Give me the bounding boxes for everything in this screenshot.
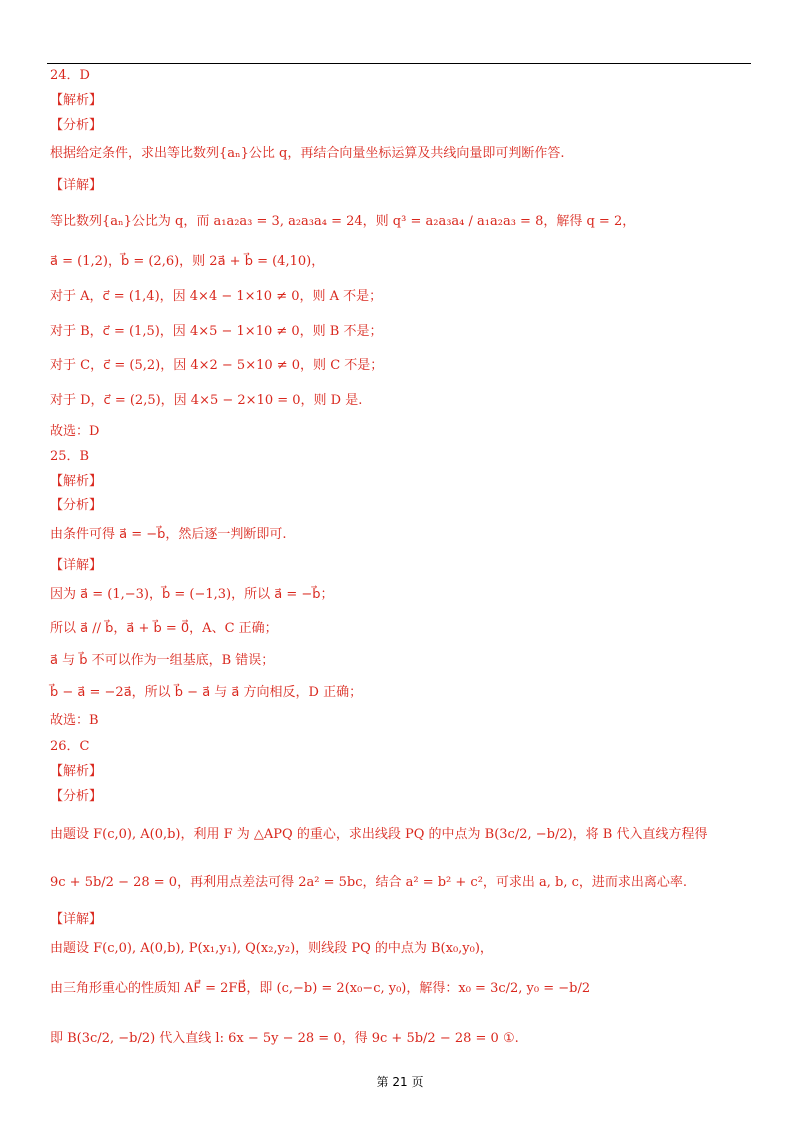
q25-detail-line: b⃗ − a⃗ = −2a⃗，所以 b⃗ − a⃗ 与 a⃗ 方向相反，D 正确；: [50, 685, 363, 700]
q25-fenxi-label: 【分析】: [50, 498, 103, 513]
q26-header: 26．C: [50, 739, 90, 754]
q26-xiangjie-label: 【详解】: [50, 912, 103, 927]
q26-jiexi-label: 【解析】: [50, 764, 103, 779]
q24-detail-line: 等比数列{aₙ}公比为 q，而 a₁a₂a₃ = 3, a₂a₃a₄ = 24，则 q³ = a₂a₃a₄ / a₁a₂a₃ = 8，解得 q = 2，: [50, 214, 636, 229]
q24-detail-line: 对于 B，c⃗ = (1,5)，因 4×5 − 1×10 ≠ 0，则 B 不是；: [50, 324, 383, 339]
q25-answer: 故选：B: [50, 713, 99, 728]
header-rule: [47, 63, 751, 64]
q25-jiexi-label: 【解析】: [50, 474, 103, 489]
q24-answer: 故选：D: [50, 424, 100, 439]
page-footer: 第 21 页: [376, 1075, 424, 1089]
q26-detail-line: 由题设 F(c,0), A(0,b), P(x₁,y₁), Q(x₂,y₂)，则线段 PQ 的中点为 B(x₀,y₀)，: [50, 941, 493, 956]
q24-header: 24．D: [50, 68, 90, 83]
q26-analysis-line: 由题设 F(c,0), A(0,b)，利用 F 为 △APQ 的重心，求出线段 PQ 的中点为 B(3c/2, −b/2)，将 B 代入直线方程得: [50, 827, 708, 842]
q26-detail-line: 由三角形重心的性质知 AF⃗ = 2FB⃗，即 (c,−b) = 2(x₀−c, y₀)，解得：x₀ = 3c/2, y₀ = −b/2: [50, 981, 591, 996]
q26-detail-line: 即 B(3c/2, −b/2) 代入直线 l: 6x − 5y − 28 = 0，得 9c + 5b/2 − 28 = 0 ①.: [50, 1031, 519, 1046]
q25-analysis: 由条件可得 a⃗ = −b⃗，然后逐一判断即可.: [50, 527, 287, 542]
q25-header: 25．B: [50, 449, 90, 464]
q25-xiangjie-label: 【详解】: [50, 558, 103, 573]
q25-detail-line: 所以 a⃗ // b⃗，a⃗ + b⃗ = 0⃗，A、C 正确；: [50, 621, 278, 636]
q26-analysis-line: 9c + 5b/2 − 28 = 0，再利用点差法可得 2a² = 5bc，结合 a² = b² + c²，可求出 a, b, c，进而求出离心率.: [50, 875, 688, 890]
q24-detail-line: a⃗ = (1,2)，b⃗ = (2,6)，则 2a⃗ + b⃗ = (4,10)，: [50, 254, 325, 269]
q24-jiexi-label: 【解析】: [50, 93, 103, 108]
q24-analysis: 根据给定条件，求出等比数列{aₙ}公比 q，再结合向量坐标运算及共线向量即可判断作答.: [50, 146, 565, 161]
q24-xiangjie-label: 【详解】: [50, 178, 103, 193]
q24-fenxi-label: 【分析】: [50, 118, 103, 133]
q25-detail-line: 因为 a⃗ = (1,−3)，b⃗ = (−1,3)，所以 a⃗ = −b⃗；: [50, 587, 334, 602]
q24-detail-line: 对于 C，c⃗ = (5,2)，因 4×2 − 5×10 ≠ 0，则 C 不是；: [50, 358, 384, 373]
q26-fenxi-label: 【分析】: [50, 789, 103, 804]
q24-detail-line: 对于 A，c⃗ = (1,4)，因 4×4 − 1×10 ≠ 0，则 A 不是；: [50, 289, 383, 304]
q25-detail-line: a⃗ 与 b⃗ 不可以作为一组基底，B 错误；: [50, 653, 275, 668]
q24-detail-line: 对于 D，c⃗ = (2,5)，因 4×5 − 2×10 = 0，则 D 是.: [50, 393, 363, 408]
